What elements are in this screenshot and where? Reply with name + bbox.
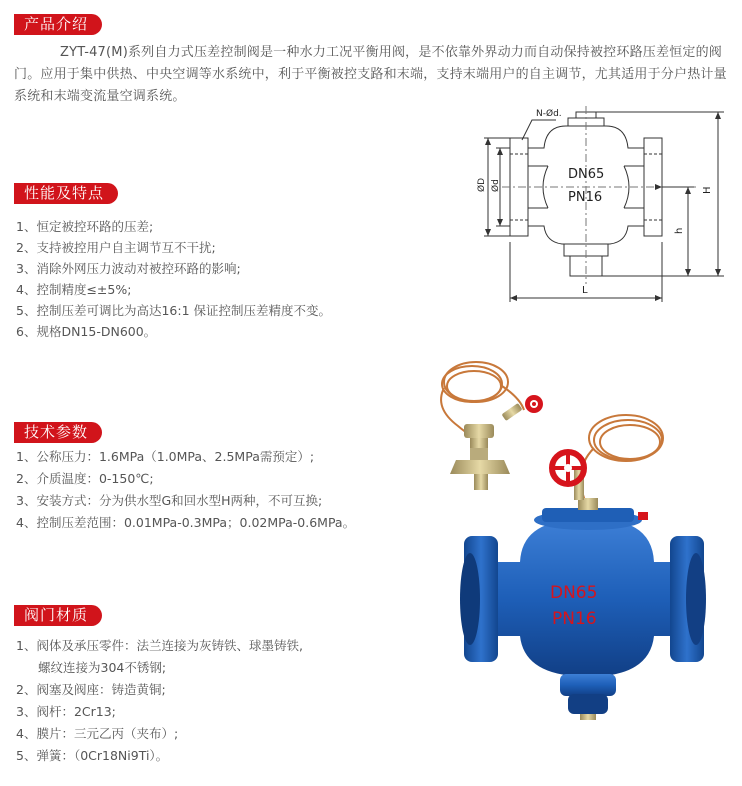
dimension-d-label: Ød — [491, 179, 501, 192]
flange-holes-label: N-Ød. — [536, 109, 562, 119]
tech-list — [16, 446, 355, 534]
dimension-h-label: h — [674, 227, 685, 234]
section-title-intro: 产品介绍 — [14, 14, 102, 35]
list-item: 1、恒定被控环路的压差; — [16, 219, 154, 234]
list-item: 3、消除外网压力波动对被控环路的影响; — [16, 261, 241, 276]
list-item: 2、阀塞及阀座：铸造黄铜; — [16, 682, 166, 697]
brass-pilot-valve — [450, 403, 522, 490]
dimension-L-label: L — [582, 285, 588, 296]
list-item: 3、安装方式：分为供水型G和回水型H两种，不可互换; — [16, 493, 323, 508]
list-item: 2、介质温度：0-150℃; — [16, 471, 154, 486]
list-item: 5、弹簧：（0Cr18Ni9Ti）。 — [16, 748, 169, 763]
materials-list — [16, 635, 303, 767]
top-cap — [638, 512, 648, 520]
dimension-D-label: ØD — [477, 177, 487, 192]
features-list — [16, 216, 331, 342]
section-title-features: 性能及特点 — [14, 183, 118, 204]
casting-pn-text: PN16 — [552, 609, 597, 629]
list-item: 2、支持被控用户自主调节互不干扰; — [16, 240, 216, 255]
list-item: 5、控制压差可调比为高达16:1 保证控制压差精度不变。 — [16, 303, 331, 318]
list-item: 螺纹连接为304不锈钢; — [38, 660, 167, 675]
list-item: 3、阀杆：2Cr13; — [16, 704, 116, 719]
list-item: 6、规格DN15-DN600。 — [16, 324, 157, 339]
small-handwheel — [525, 395, 543, 413]
section-title-materials: 阀门材质 — [14, 605, 102, 626]
list-item: 1、公称压力：1.6MPa（1.0MPa、2.5MPa需预定）; — [16, 449, 315, 464]
dimension-H-label: H — [702, 186, 713, 194]
diagram-pn-label: PN16 — [568, 190, 603, 205]
valve-product-photo — [424, 348, 738, 728]
list-item: 4、控制压差范围：0.01MPa-0.3MPa；0.02MPa-0.6MPa。 — [16, 515, 356, 530]
valve-dimension-diagram — [466, 102, 728, 312]
intro-paragraph: ZYT-47(M)系列自力式压差控制阀是一种水力工况平衡用阀，是不依靠外界动力而自动保持被控环路压差恒定的阀门。应用于集中供热、中央空调等水系统中，利于平衡被控支路和末端，支持末端用户的自主调节，尤其适用于分户热计量系统和末端变流量空调系统。 — [14, 45, 727, 104]
list-item: 4、控制精度≤±5%; — [16, 282, 132, 297]
bottom-actuator — [560, 674, 616, 696]
diagram-dn-label: DN65 — [568, 167, 605, 182]
list-item: 1、阀体及承压零件：法兰连接为灰铸铁、球墨铸铁, — [16, 638, 303, 653]
main-handwheel — [552, 452, 584, 484]
flange-hole-leader — [522, 120, 556, 140]
list-item: 4、膜片：三元乙丙（夹布）; — [16, 726, 179, 741]
section-title-tech: 技术参数 — [14, 422, 102, 443]
casting-dn-text: DN65 — [550, 583, 598, 603]
